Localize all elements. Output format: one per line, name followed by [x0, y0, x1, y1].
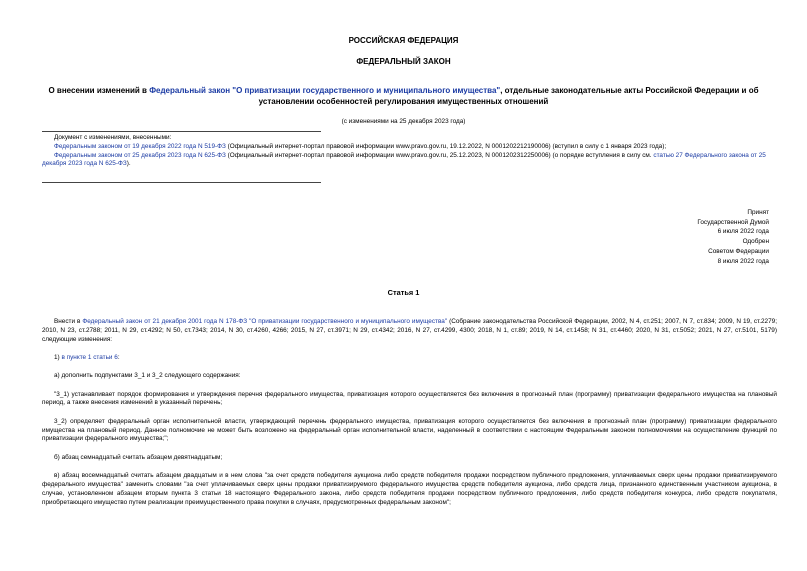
article-6-link[interactable]: в пункте 1 статьи 6: [61, 353, 118, 361]
adoption-line: 6 июля 2022 года: [717, 228, 769, 236]
paragraph: в) абзац восемнадцатый считать абзацем двадцатым и в нем слова "за счет средств победителя аукциона либо средств победителя продажи посредством публичного предложения, уплачиваемых сверх цены продажи приватизируемого федерального имущества" заменить словами "за счет уплачиваемых сверх цены продажи приватизируемого федерального имущества средств победителя аукциона, либо средств лица, признанного единственным участником аукциона, в случае, установленном абзацем вторым пункта 3 статьи 18 настоящего Федерального закона, либо средств победителя продажи посредством публичного предложения, либо средств победителя конкурса, либо средств покупателя, приобретающего имущество путем реализации преимущественного права покупки в случаях, предусмотренных федеральным законом";: [42, 472, 777, 506]
country-heading: РОССИЙСКАЯ ФЕДЕРАЦИЯ: [348, 36, 459, 45]
notes-top-divider: [42, 131, 321, 132]
federal-law-178-link[interactable]: Федеральный закон от 21 декабря 2001 года N 178-ФЗ "О приватизации государственного и муниципального имущества": [82, 318, 448, 325]
law-type-heading: ФЕДЕРАЛЬНЫЙ ЗАКОН: [356, 57, 451, 66]
edition-note: (с изменениями на 25 декабря 2023 года): [341, 118, 466, 125]
paragraph: 1) в пункте 1 статьи 6:: [54, 353, 120, 361]
adoption-line: Одобрен: [742, 238, 769, 246]
notes-item: Федеральным законом от 19 декабря 2022 года N 519-ФЗ (Официальный интернет-портал правовой информации www.pravo.gov.ru, 19.12.2022, N 0001202212190006) (вступил в силу с 1 января 2023 года);: [54, 142, 667, 150]
paragraph: б) абзац семнадцатый считать абзацем девятнадцатым;: [54, 453, 223, 461]
title-prefix: О внесении изменений в: [48, 86, 150, 95]
adoption-line: Советом Федерации: [708, 247, 769, 255]
notes-intro: Документ с изменениями, внесенными:: [54, 134, 172, 141]
notes-item: Федеральным законом от 25 декабря 2023 года N 625-ФЗ (Официальный интернет-портал правовой информации www.pravo.gov.ru, 25.12.2023, N 0001202312250006) (о порядке вступления в силу см. статью 27 Федерального закона от 25 декабря 2023 года N 625-ФЗ).: [42, 151, 766, 168]
paragraph: а) дополнить подпунктами 3_1 и 3_2 следующего содержания:: [54, 372, 241, 380]
amendment-law-link[interactable]: Федеральным законом от 25 декабря 2023 года N 625-ФЗ: [54, 151, 226, 159]
adoption-line: Государственной Думой: [697, 218, 769, 226]
amendment-law-link[interactable]: Федеральным законом от 19 декабря 2022 года N 519-ФЗ: [54, 142, 226, 150]
paragraph: "3_1) устанавливает порядок формирования и утверждения перечня федерального имущества, приватизация которого осуществляется без включения в прогнозный план (программу) приватизации федерального имущества на плановый период, а также внесения изменений в указанный перечень;: [42, 390, 777, 407]
adoption-info: [569, 208, 769, 266]
article-heading: Статья 1: [387, 288, 420, 297]
law-title: [30, 85, 777, 107]
adoption-line: 8 июля 2022 года: [717, 257, 769, 265]
amendments-note: [42, 134, 777, 169]
paragraph: 3_2) определяет федеральный орган исполнительной власти, утверждающий перечень федерального имущества, приватизация которого осуществляется без включения в прогнозный план (программу) приватизации федерального имущества на плановый период. Данное полномочие не может быть возложено на федеральный орган исполнительной власти, наделенный в соответствии с настоящим Федеральным законом полномочиями на осуществление функций по приватизации федерального имущества;";: [42, 417, 777, 443]
adoption-line: Принят: [747, 209, 769, 216]
article-body: [42, 318, 777, 517]
title-law-link[interactable]: Федеральный закон "О приватизации государственного и муниципального имущества": [149, 86, 501, 95]
article-27-link[interactable]: статью 27 Федерального закона от 25 декабря 2023 года N 625-ФЗ: [42, 151, 766, 168]
paragraph: Внести в Федеральный закон от 21 декабря 2001 года N 178-ФЗ "О приватизации государственного и муниципального имущества" (Собрание законодательства Российской Федерации, 2002, N 4, ст.251; 2007, N 7, ст.834; 2009, N 19, ст.2279; 2010, N 23, ст.2788; 2011, N 29, ст.4292; N 50, ст.7343; 2014, N 30, ст.4260, 4266; 2015, N 27, ст.3971; N 29, ст.4342; 2016, N 27, ст.4299, 4300; 2018, N 1, ст.89; 2019, N 14, ст.1458; N 31, ст.4460; 2020, N 31, ст.5052; 2021, N 27, ст.5101, 5179) следующие изменения:: [42, 318, 777, 343]
notes-bottom-divider: [42, 182, 321, 183]
title-suffix: , отдельные законодательные акты Российской Федерации и об установлении особенностей регулирования имущественных отношений: [258, 86, 759, 107]
